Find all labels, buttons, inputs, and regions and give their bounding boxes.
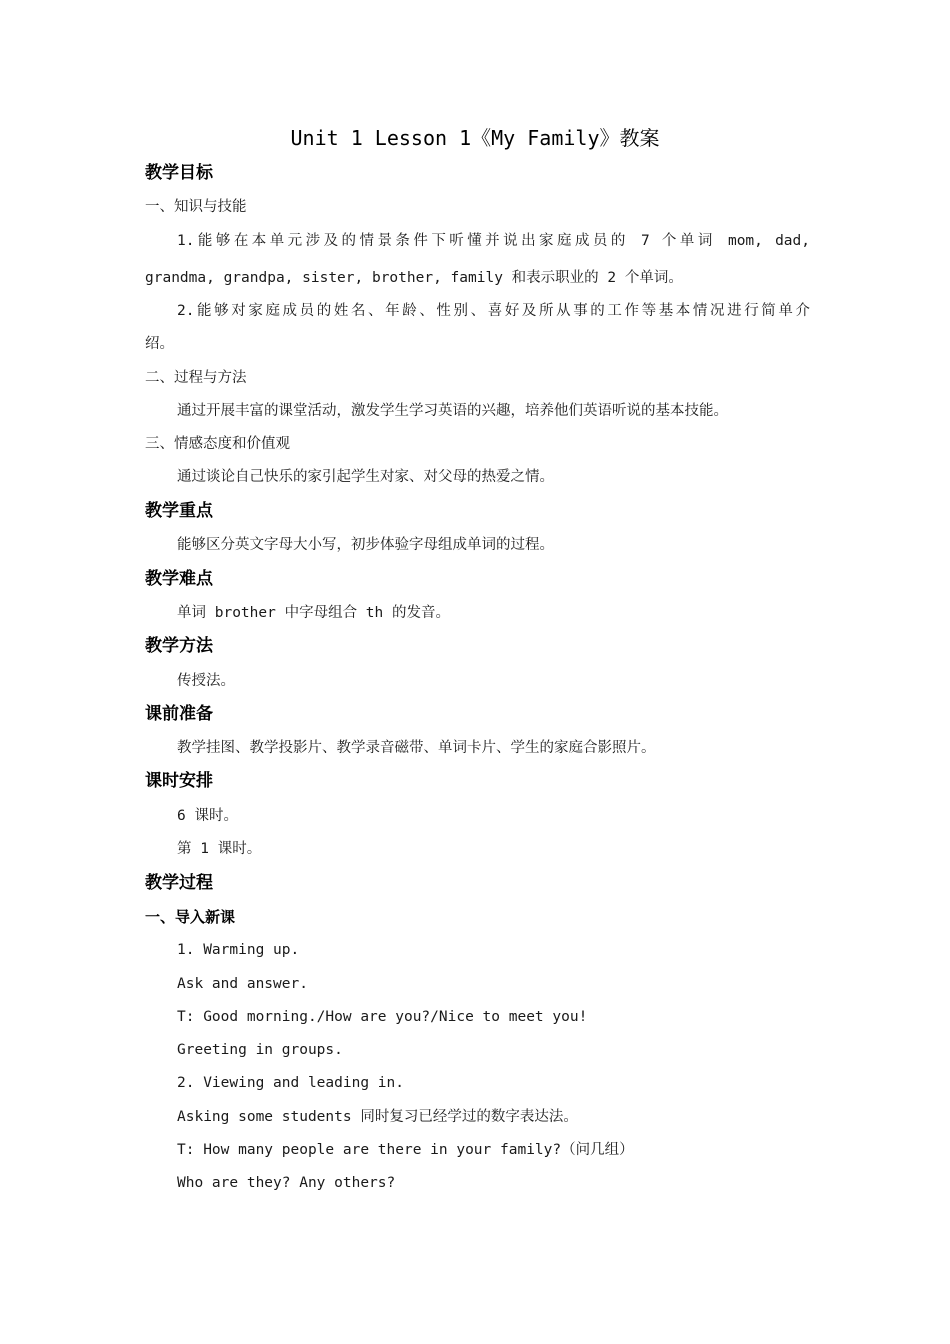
procedure-line: Asking some students 同时复习已经学过的数字表达法。 <box>177 1109 578 1125</box>
preparation-text: 教学挂图、教学投影片、教学录音磁带、单词卡片、学生的家庭合影照片。 <box>177 740 656 756</box>
procedure-line: Ask and answer. <box>177 976 308 992</box>
methods-text: 传授法。 <box>177 673 235 689</box>
procedure-line: Who are they? Any others? <box>177 1175 396 1191</box>
procedure-line: 2. Viewing and leading in. <box>177 1075 404 1091</box>
heading-preparation: 课前准备 <box>145 704 213 724</box>
difficulties-text: 单词 brother 中字母组合 th 的发音。 <box>177 605 450 621</box>
procedure-line: T: How many people are there in your family?（问几组） <box>177 1142 634 1158</box>
knowledge-item2-line2: 绍。 <box>145 336 174 352</box>
subheading-intro: 一、导入新课 <box>145 908 236 926</box>
schedule-total: 6 课时。 <box>177 808 238 824</box>
subheading-knowledge: 一、知识与技能 <box>145 199 247 215</box>
knowledge-item2-line1: 2.能够对家庭成员的姓名、年龄、性别、喜好及所从事的工作等基本情况进行简单介 <box>177 303 810 319</box>
heading-key-points: 教学重点 <box>145 501 213 521</box>
heading-difficulties: 教学难点 <box>145 569 213 589</box>
heading-objectives: 教学目标 <box>145 163 213 183</box>
subheading-process: 二、过程与方法 <box>145 370 247 386</box>
heading-schedule: 课时安排 <box>145 771 213 791</box>
heading-procedure: 教学过程 <box>145 873 213 893</box>
procedure-line: Greeting in groups. <box>177 1042 343 1058</box>
schedule-current: 第 1 课时。 <box>177 841 262 857</box>
process-text: 通过开展丰富的课堂活动，激发学生学习英语的兴趣，培养他们英语听说的基本技能。 <box>177 403 728 419</box>
procedure-line: 1. Warming up. <box>177 942 300 958</box>
document-title: Unit 1 Lesson 1《My Family》教案 <box>290 126 660 150</box>
key-points-text: 能够区分英文字母大小写，初步体验字母组成单词的过程。 <box>177 537 554 553</box>
subheading-emotion: 三、情感态度和价值观 <box>145 436 290 452</box>
knowledge-item1-line1: 1.能够在本单元涉及的情景条件下听懂并说出家庭成员的 7 个单词 mom, dad, <box>177 233 810 249</box>
emotion-text: 通过谈论自己快乐的家引起学生对家、对父母的热爱之情。 <box>177 469 554 485</box>
procedure-line: T: Good morning./How are you?/Nice to meet you! <box>177 1009 588 1025</box>
heading-methods: 教学方法 <box>145 636 213 656</box>
knowledge-item1-line2: grandma, grandpa, sister, brother, family 和表示职业的 2 个单词。 <box>145 270 683 286</box>
